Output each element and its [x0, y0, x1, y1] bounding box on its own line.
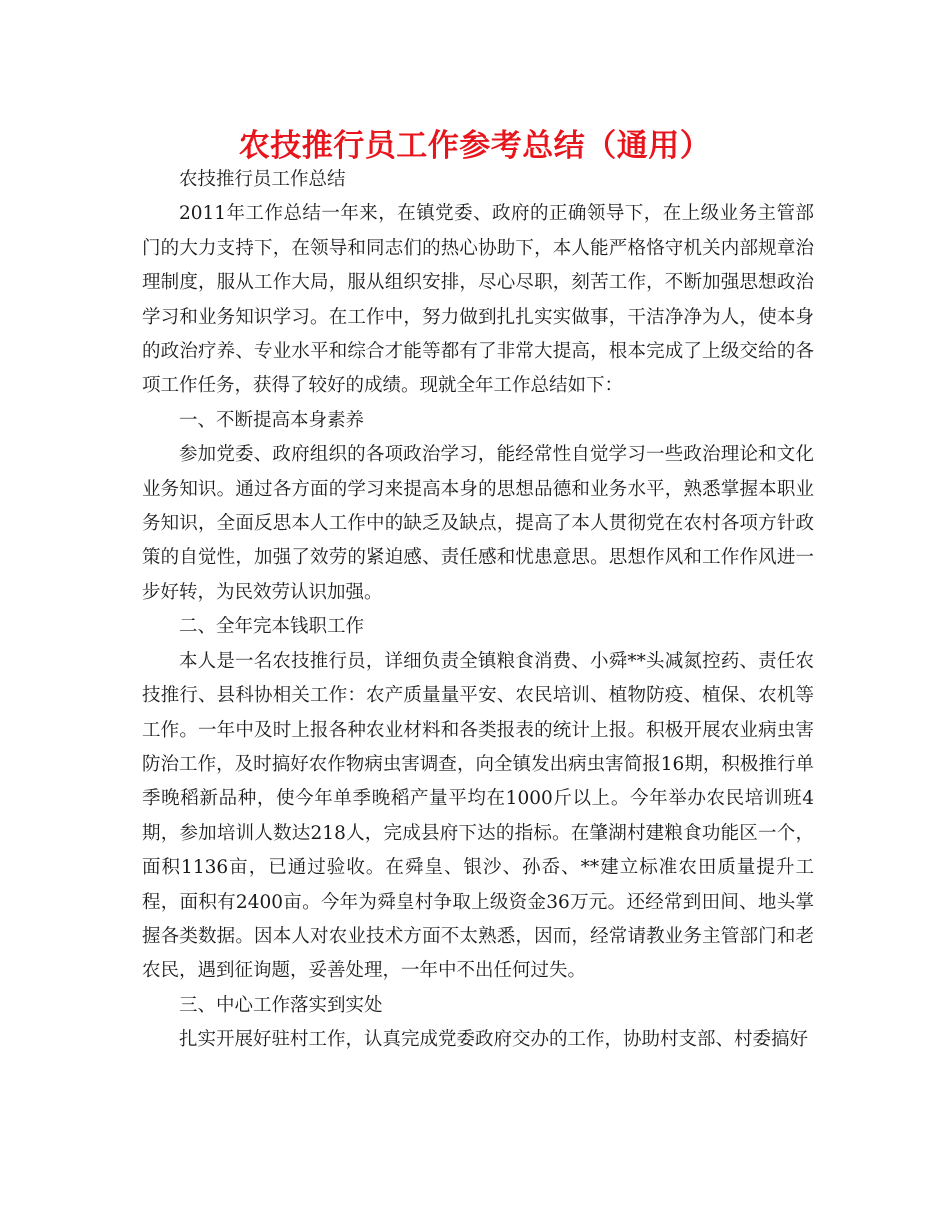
section-2-paragraph: 本人是一名农技推行员，详细负责全镇粮食消费、小舜**头减氮控药、责任农技推行、县科协相关工作：农产质量量平安、农民培训、植物防疫、植保、农机等工作。一年中及时上报各种农业材料和各类报表的统计上报。积极开展农业病虫害防治工作，及时搞好农作物病虫害调查，向全镇发出病虫害简报16期，积极推行单季晚稻新品种，使今年单季晚稻产量平均在1000斤以上。今年举办农民培训班4期，参加培训人数达218人，完成县府下达的指标。在肇湖村建粮食功能区一个，面积1136亩，已通过验收。在舜皇、银沙、孙岙、**建立标准农田质量提升工程，面积有2400亩。今年为舜皇村争取上级资金36万元。还经常到田间、地头掌握各类数据。因本人对农业技术方面不太熟悉，因而，经常请教业务主管部门和老农民，遇到征询题，妥善处理，一年中不出任何过失。	[142, 650, 814, 982]
section-1-paragraph: 参加党委、政府组织的各项政治学习，能经常性自觉学习一些政治理论和文化业务知识。通过各方面的学习来提高本身的思想品德和业务水平，熟悉掌握本职业务知识，全面反思本人工作中的缺乏及缺点，提高了本人贯彻党在农村各项方针政策的自觉性，加强了效劳的紧迫感、责任感和忧患意思。思想作风和工作作风进一步好转，为民效劳认识加强。	[142, 444, 814, 603]
section-heading-3: 三、中心工作落实到实处	[179, 994, 383, 1016]
section-heading-1: 一、不断提高本身素养	[179, 409, 365, 431]
subtitle-paragraph: 农技推行员工作总结	[179, 169, 346, 190]
section-3-paragraph: 扎实开展好驻村工作，认真完成党委政府交办的工作，协助村支部、村委搞好	[179, 1029, 809, 1051]
document-title: 农技推行员工作参考总结（通用）	[238, 128, 712, 164]
document-body	[142, 163, 814, 1058]
intro-paragraph: 2011年工作总结一年来，在镇党委、政府的正确领导下，在上级业务主管部门的大力支持下，在领导和同志们的热心协助下，本人能严格恪守机关内部规章治理制度，服从工作大局，服从组织安排，尽心尽职，刻苦工作，不断加强思想政治学习和业务知识学习。在工作中，努力做到扎扎实实做事，干洁净净为人，使本身的政治疗养、专业水平和综合才能等都有了非常大提高，根本完成了上级交给的各项工作任务，获得了较好的成绩。现就全年工作总结如下：	[142, 203, 814, 397]
section-heading-2: 二、全年完本钱职工作	[179, 616, 365, 638]
